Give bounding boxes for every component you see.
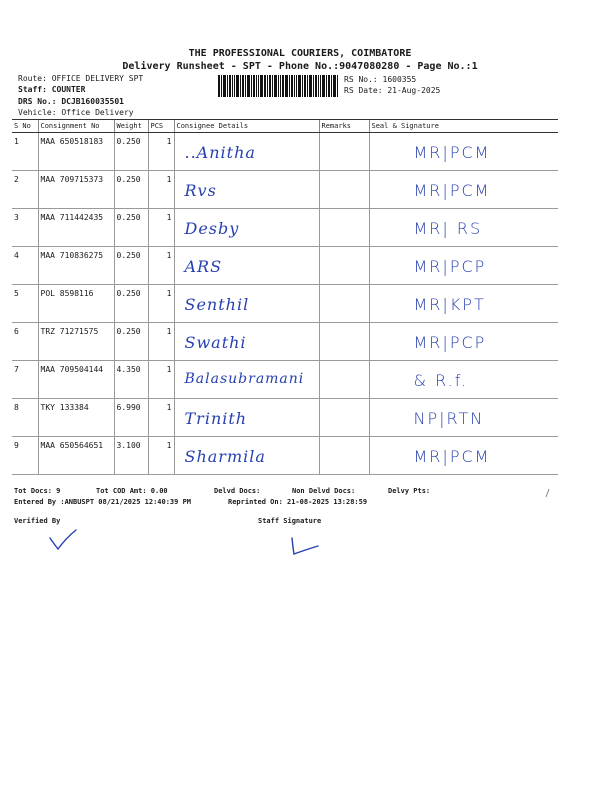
col-header-weight: Weight	[114, 120, 148, 133]
consignment-cell: MAA 709715373	[38, 171, 114, 209]
entered-by: Entered By :ANBUSPT 08/21/2025 12:40:39 PM	[14, 498, 192, 506]
seal-handwriting: MR|PCM	[413, 181, 491, 200]
seal-cell	[369, 399, 558, 437]
consignee-handwriting: ARS	[184, 257, 223, 276]
verified-by-label: Verified By	[14, 517, 61, 525]
drs-number: DRS No.: DCJB160035501	[18, 97, 124, 106]
pcs-cell: 1	[148, 209, 174, 247]
table-row	[12, 247, 558, 285]
pcs-cell: 1	[148, 133, 174, 171]
pcs-cell: 1	[148, 399, 174, 437]
consignment-cell: MAA 710836275	[38, 247, 114, 285]
total-cod-amount: Tot COD Amt: 0.00	[96, 487, 168, 495]
weight-cell: 0.250	[114, 323, 148, 361]
consignment-cell: TRZ 71271575	[38, 323, 114, 361]
seal-handwriting: MR|PCP	[413, 257, 487, 276]
delivered-docs: Delvd Docs:	[214, 487, 261, 495]
consignee-cell	[174, 399, 319, 437]
weight-cell: 4.350	[114, 361, 148, 399]
sno-cell: 8	[12, 399, 38, 437]
seal-handwriting: MR| RS	[413, 219, 483, 238]
pcs-cell: 1	[148, 171, 174, 209]
col-header-consignee: Consignee Details	[174, 120, 319, 133]
weight-cell: 6.990	[114, 399, 148, 437]
staff-signature-mark	[288, 536, 320, 558]
route-label: Route: OFFICE DELIVERY SPT	[18, 74, 144, 83]
delivery-points: Delvy Pts:	[388, 487, 431, 495]
table-row	[12, 171, 558, 209]
consignment-cell: MAA 709504144	[38, 361, 114, 399]
seal-handwriting: MR|PCM	[413, 143, 491, 162]
consignee-cell	[174, 361, 319, 399]
pcs-cell: 1	[148, 323, 174, 361]
remarks-cell	[319, 209, 369, 247]
seal-cell	[369, 247, 558, 285]
vehicle-label: Vehicle: Office Delivery	[18, 108, 134, 117]
consignment-cell: TKY 133384	[38, 399, 114, 437]
consignee-cell	[174, 171, 319, 209]
consignee-cell	[174, 437, 319, 475]
consignee-handwriting: Sharmila	[184, 447, 266, 466]
pcs-cell: 1	[148, 247, 174, 285]
sno-cell: 6	[12, 323, 38, 361]
seal-handwriting: & R.f.	[413, 371, 469, 390]
consignee-handwriting: Rvs	[184, 181, 217, 200]
table-row	[12, 285, 558, 323]
consignee-cell	[174, 285, 319, 323]
sno-cell: 9	[12, 437, 38, 475]
sno-cell: 1	[12, 133, 38, 171]
remarks-cell	[319, 323, 369, 361]
pcs-cell: 1	[148, 285, 174, 323]
table-row	[12, 399, 558, 437]
remarks-cell	[319, 133, 369, 171]
weight-cell: 0.250	[114, 285, 148, 323]
seal-cell	[369, 133, 558, 171]
stray-pen-mark	[543, 488, 551, 498]
consignee-handwriting: Balasubramani	[184, 371, 305, 387]
consignee-handwriting: Trinith	[184, 409, 248, 428]
table-row	[12, 133, 558, 171]
sno-cell: 2	[12, 171, 38, 209]
col-header-seal: Seal & Signature	[369, 120, 558, 133]
seal-cell	[369, 171, 558, 209]
staff-label: Staff: COUNTER	[18, 85, 86, 94]
consignment-cell: POL 8598116	[38, 285, 114, 323]
sno-cell: 7	[12, 361, 38, 399]
consignment-cell: MAA 711442435	[38, 209, 114, 247]
consignment-cell: MAA 650564651	[38, 437, 114, 475]
table-header-row	[12, 120, 558, 133]
sno-cell: 5	[12, 285, 38, 323]
remarks-cell	[319, 247, 369, 285]
weight-cell: 0.250	[114, 133, 148, 171]
weight-cell: 0.250	[114, 209, 148, 247]
consignee-cell	[174, 247, 319, 285]
col-header-remarks: Remarks	[319, 120, 369, 133]
weight-cell: 0.250	[114, 171, 148, 209]
runsheet-table	[12, 119, 558, 475]
remarks-cell	[319, 361, 369, 399]
col-header-consignment: Consignment No	[38, 120, 114, 133]
table-row	[12, 323, 558, 361]
reprinted-on: Reprinted On: 21-08-2025 13:28:59	[228, 498, 368, 506]
company-title: THE PROFESSIONAL COURIERS, COIMBATORE	[188, 48, 412, 59]
seal-handwriting: MR|KPT	[413, 295, 486, 314]
verified-tick-mark	[48, 528, 78, 552]
sno-cell: 3	[12, 209, 38, 247]
consignee-handwriting: Senthil	[184, 295, 250, 314]
non-delivered-docs: Non Delvd Docs:	[292, 487, 356, 495]
seal-cell	[369, 285, 558, 323]
remarks-cell	[319, 171, 369, 209]
rs-date: RS Date: 21-Aug-2025	[344, 86, 441, 95]
seal-handwriting: MR|PCM	[413, 447, 491, 466]
barcode-image	[218, 75, 338, 97]
table-row	[12, 209, 558, 247]
remarks-cell	[319, 437, 369, 475]
consignee-handwriting: Swathi	[184, 333, 247, 352]
pcs-cell: 1	[148, 437, 174, 475]
remarks-cell	[319, 399, 369, 437]
seal-cell	[369, 361, 558, 399]
table-row	[12, 361, 558, 399]
consignee-cell	[174, 133, 319, 171]
consignee-handwriting: Desby	[184, 219, 240, 238]
runsheet-subtitle: Delivery Runsheet - SPT - Phone No.:9047080280 - Page No.:1	[122, 61, 478, 72]
consignee-handwriting: ..Anitha	[184, 143, 256, 162]
col-header-pcs: PCS	[148, 120, 174, 133]
seal-cell	[369, 209, 558, 247]
seal-handwriting: MR|PCP	[413, 333, 487, 352]
sno-cell: 4	[12, 247, 38, 285]
pcs-cell: 1	[148, 361, 174, 399]
consignment-cell: MAA 650518183	[38, 133, 114, 171]
table-row	[12, 437, 558, 475]
rs-number: RS No.: 1600355	[344, 75, 417, 84]
weight-cell: 0.250	[114, 247, 148, 285]
col-header-sno: S No	[12, 120, 38, 133]
seal-cell	[369, 323, 558, 361]
total-docs: Tot Docs: 9	[14, 487, 61, 495]
consignee-cell	[174, 209, 319, 247]
seal-handwriting: NP|RTN	[413, 409, 485, 428]
weight-cell: 3.100	[114, 437, 148, 475]
consignee-cell	[174, 323, 319, 361]
staff-signature-label: Staff Signature	[258, 517, 322, 525]
seal-cell	[369, 437, 558, 475]
remarks-cell	[319, 285, 369, 323]
